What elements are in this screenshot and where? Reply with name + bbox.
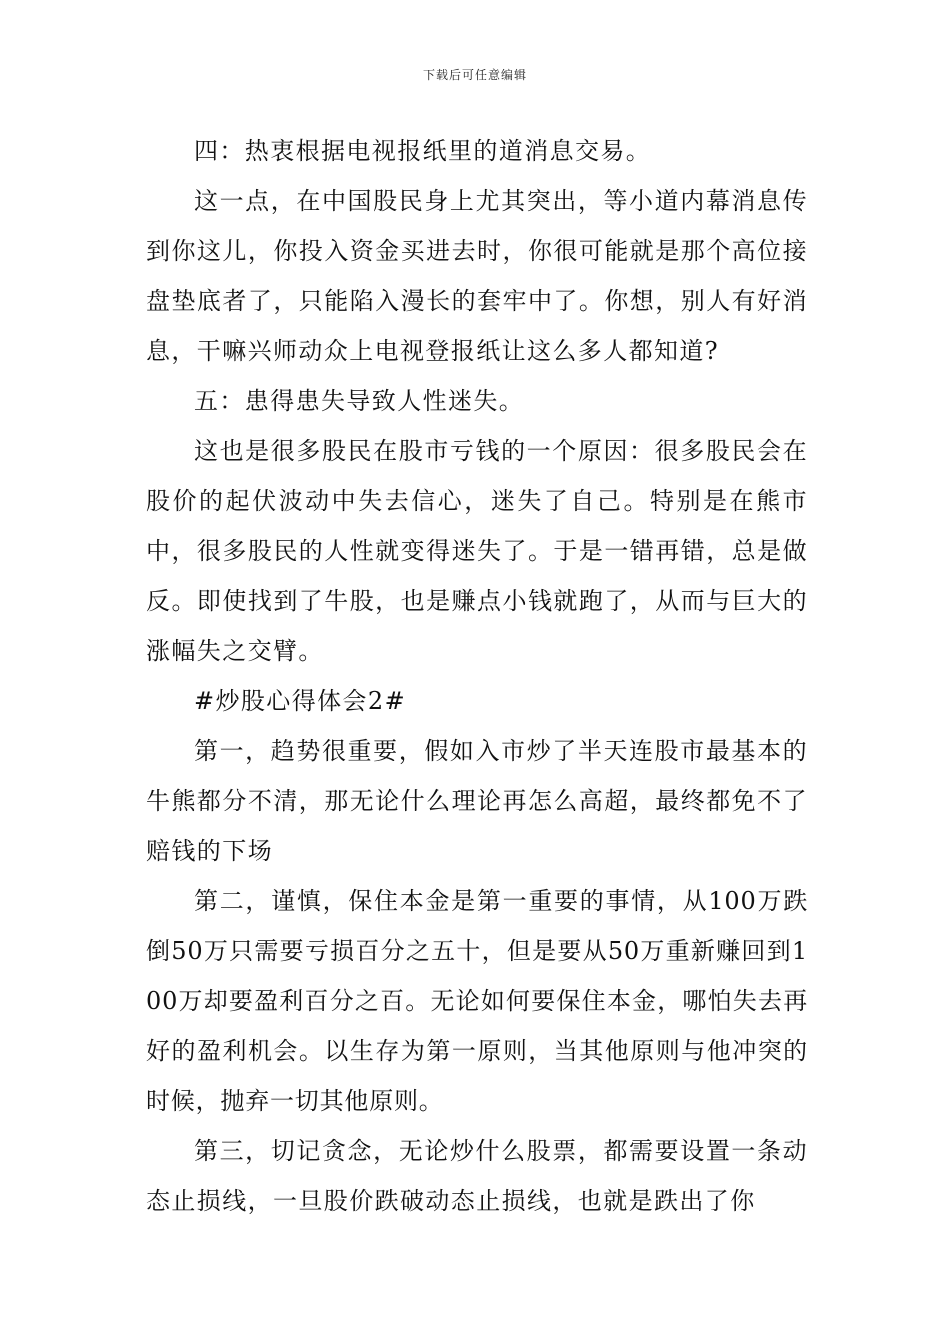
paragraph-losing-self: 这也是很多股民在股市亏钱的一个原因：很多股民会在股价的起伏波动中失去信心，迷失了自己。特别是在熊市中，很多股民的人性就变得迷失了。于是一错再错，总是做反。即使找到了牛股，也是赚点小钱就跑了，从而与巨大的涨幅失之交臂。 <box>146 437 808 665</box>
paragraph-point-two: 第二，谨慎，保住本金是第一重要的事情，从100万跌倒50万只需要亏损百分之五十，但是要从50万重新赚回到100万却要盈利百分之百。无论如何要保住本金，哪怕失去再好的盈利机会。以生存为第一原则，当其他原则与他冲突的时候，抛弃一切其他原则。 <box>146 887 808 1115</box>
paragraph-section-five-heading: 五：患得患失导致人性迷失。 <box>194 387 525 415</box>
document-body <box>146 126 808 1226</box>
paragraph-insider-news: 这一点，在中国股民身上尤其突出，等小道内幕消息传到你这儿，你投入资金买进去时，你很可能就是那个高位接盘垫底者了，只能陷入漫长的套牢中了。你想，别人有好消息，干嘛兴师动众上电视登报纸让这么多人都知道? <box>146 187 808 365</box>
paragraph-section-title: #炒股心得体会2# <box>194 687 407 715</box>
page-header: 下载后可任意编辑 <box>422 68 527 82</box>
paragraph-point-three: 第三，切记贪念，无论炒什么股票，都需要设置一条动态止损线，一旦股价跌破动态止损线，也就是跌出了你 <box>146 1137 808 1215</box>
paragraph-point-one: 第一，趋势很重要，假如入市炒了半天连股市最基本的牛熊都分不清，那无论什么理论再怎么高超，最终都免不了赔钱的下场 <box>146 737 808 865</box>
paragraph-section-four-heading: 四：热衷根据电视报纸里的道消息交易。 <box>194 137 652 165</box>
